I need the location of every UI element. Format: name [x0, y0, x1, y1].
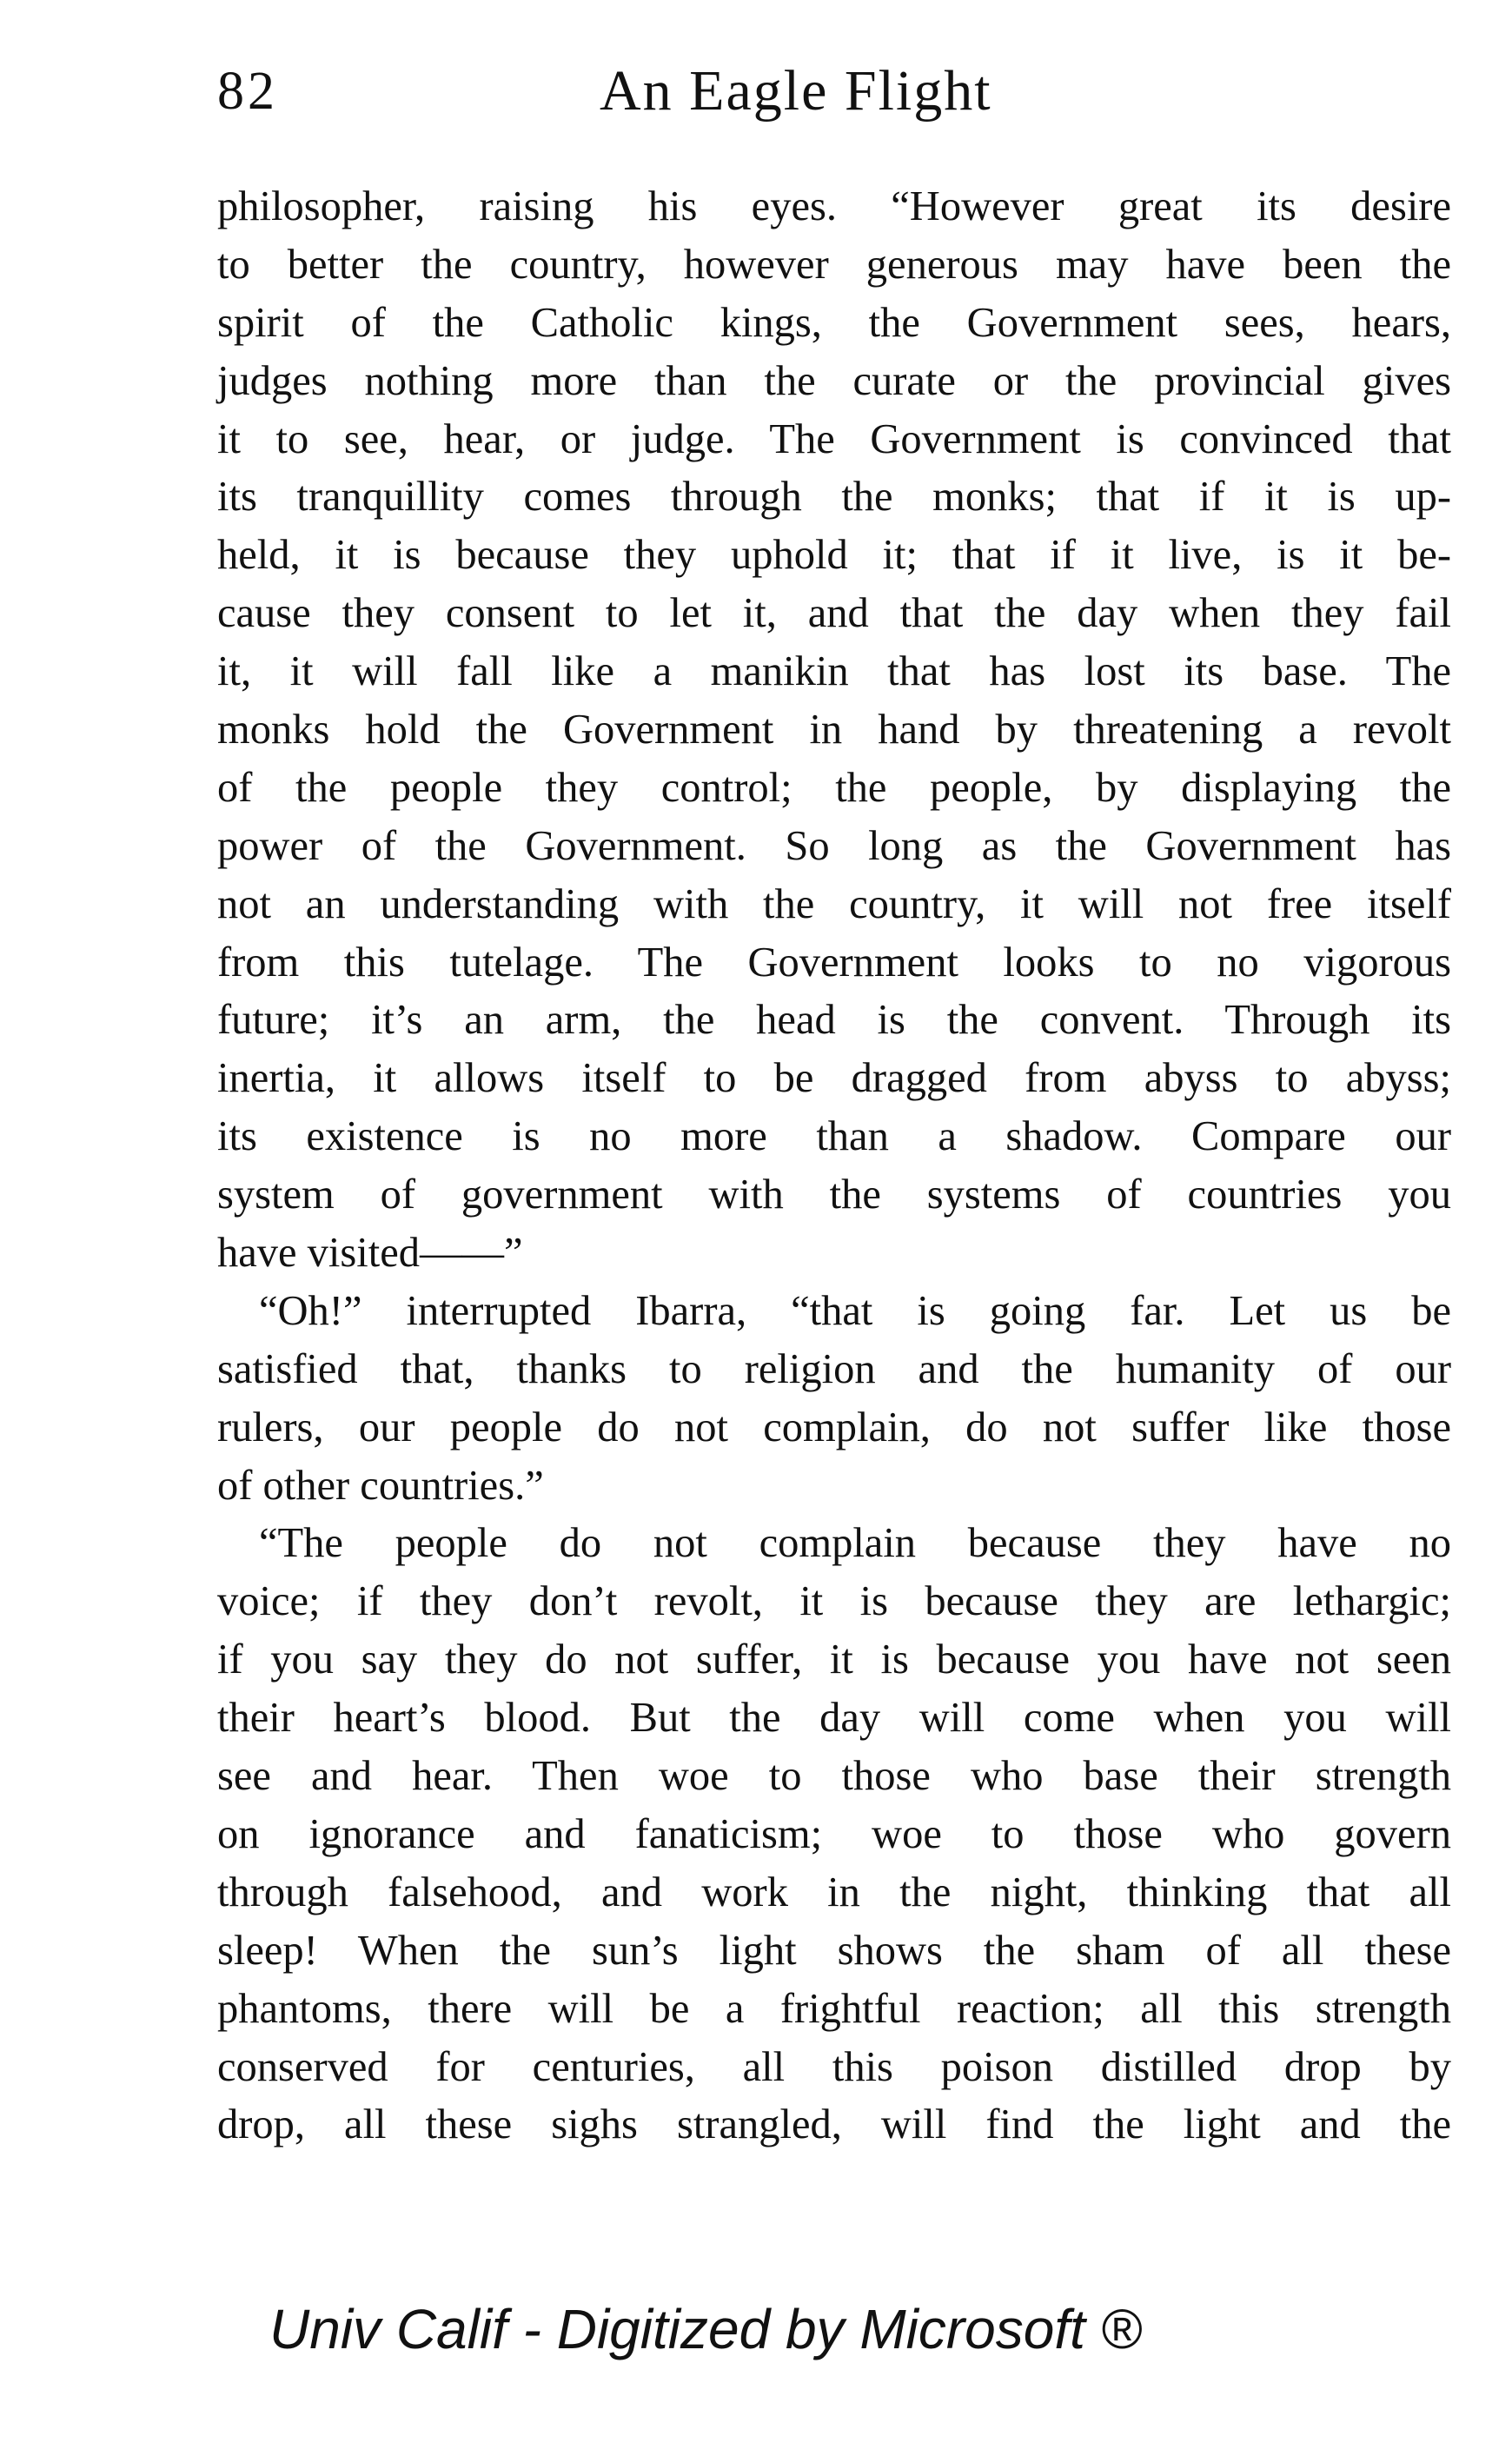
text-line: system of government with the systems of countries you: [217, 1172, 1451, 1218]
page-header: [217, 52, 1451, 130]
running-title: An Eagle Flight: [600, 59, 992, 123]
text-line: satisfied that, thanks to religion and the humanity of our: [217, 1345, 1451, 1392]
text-line: phantoms, there will be a frightful reaction; all this strength: [217, 1985, 1451, 2032]
text-line: cause they consent to let it, and that the day when they fail: [217, 590, 1451, 637]
text-line: to better the country, however generous may have been the: [217, 241, 1451, 288]
text-line: power of the Government. So long as the Government has: [217, 822, 1451, 869]
text-line: monks hold the Government in hand by threatening a revolt: [217, 707, 1451, 753]
text-line: its existence is no more than a shadow. Compare our: [217, 1113, 1451, 1160]
page-number: 82: [217, 62, 278, 121]
text-line: philosopher, raising his eyes. “However great its desire: [217, 183, 1451, 229]
text-line: rulers, our people do not complain, do not suffer like those: [217, 1404, 1451, 1451]
text-line: judges nothing more than the curate or the provincial gives: [217, 357, 1451, 404]
text-line: spirit of the Catholic kings, the Government sees, hears,: [217, 299, 1451, 346]
text-line: on ignorance and fanaticism; woe to those who govern: [217, 1810, 1451, 1857]
body-text: [217, 178, 1451, 2154]
text-line: its tranquillity comes through the monks; that if it is up-: [217, 474, 1451, 521]
text-line: voice; if they don’t revolt, it is because they are lethargic;: [217, 1578, 1451, 1625]
text-line: from this tutelage. The Government looks to no vigorous: [217, 939, 1451, 986]
text-line: if you say they do not suffer, it is because you have not seen: [217, 1636, 1451, 1683]
text-line: drop, all these sighs strangled, will find the light and the: [217, 2101, 1451, 2148]
text-line: conserved for centuries, all this poison distilled drop by: [217, 2043, 1451, 2090]
text-line: through falsehood, and work in the night, thinking that all: [217, 1869, 1451, 1915]
text-line: not an understanding with the country, it will not free itself: [217, 880, 1451, 927]
text-line: have visited——”: [217, 1230, 523, 1277]
text-line: of the people they control; the people, by displaying the: [217, 764, 1451, 811]
text-line: of other countries.”: [217, 1462, 544, 1509]
text-line: it, it will fall like a manikin that has lost its base. The: [217, 648, 1451, 695]
text-line: see and hear. Then woe to those who base their strength: [217, 1753, 1451, 1800]
text-line: “Oh!” interrupted Ibarra, “that is going far. Let us be: [259, 1287, 1451, 1334]
text-line: inertia, it allows itself to be dragged from abyss to abyss;: [217, 1055, 1451, 1102]
digitization-watermark: Univ Calif - Digitized by Microsoft ®: [269, 2298, 1142, 2360]
text-line: future; it’s an arm, the head is the convent. Through its: [217, 997, 1451, 1044]
text-line: their heart’s blood. But the day will come when you will: [217, 1695, 1451, 1742]
text-line: sleep! When the sun’s light shows the sham of all these: [217, 1927, 1451, 1974]
text-line: it to see, hear, or judge. The Government is convinced that: [217, 415, 1451, 462]
text-line: held, it is because they uphold it; that if it live, is it be-: [217, 532, 1451, 579]
text-line: “The people do not complain because they have no: [259, 1520, 1451, 1567]
